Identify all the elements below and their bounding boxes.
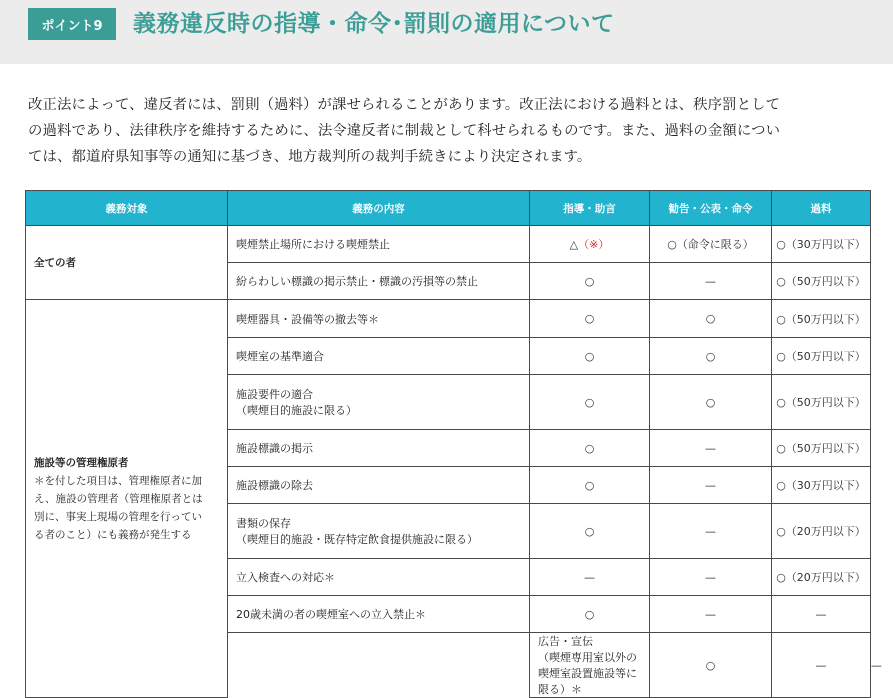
- row-order: —: [650, 504, 772, 559]
- row-order: —: [772, 633, 871, 698]
- header-order: 勧告・公表・命令: [650, 191, 772, 226]
- row-order: —: [650, 263, 772, 300]
- subject-continued: [228, 633, 530, 698]
- header-fine: 過料: [772, 191, 871, 226]
- row-order: —: [650, 430, 772, 467]
- row-content-main: 書類の保存: [236, 517, 291, 530]
- intro-paragraph: [28, 92, 866, 170]
- subject-all: [26, 226, 228, 300]
- row-content-sub: （喫煙目的施設・既存特定飲食提供施設に限る）: [236, 533, 478, 546]
- row-content: 20歳未満の者の喫煙室への立入禁止＊: [228, 596, 530, 633]
- row-guidance: ○: [530, 467, 650, 504]
- intro-line: の過料であり、法律秩序を維持するために、法令違反者に制裁として科せられるものです。また、過料の金額につい: [28, 123, 781, 139]
- asterisk-note: （※）: [578, 238, 610, 251]
- subject-all-label: 全ての者: [34, 256, 76, 269]
- row-fine: ○（50万円以下）: [772, 300, 871, 338]
- row-fine: ○（20万円以下）: [772, 504, 871, 559]
- table-row: [26, 226, 871, 263]
- row-guidance: ○: [530, 338, 650, 375]
- row-fine: ○（50万円以下）: [772, 338, 871, 375]
- row-fine: —: [772, 596, 871, 633]
- row-content-sub: （喫煙目的施設に限る）: [236, 404, 357, 417]
- row-content: [530, 633, 650, 698]
- table-row: 広告・宣伝 （喫煙専用室以外の喫煙室設置施設等に限る）＊ ○ — —: [26, 633, 871, 698]
- header-subject: 義務対象: [26, 191, 228, 226]
- header-guidance: 指導・助言: [530, 191, 650, 226]
- row-order: ○（命令に限る）: [650, 226, 772, 263]
- row-guidance: ○: [530, 596, 650, 633]
- row-fine: ○（50万円以下）: [772, 263, 871, 300]
- row-guidance: ○: [530, 430, 650, 467]
- row-content: 紛らわしい標識の掲示禁止・標識の汚損等の禁止: [228, 263, 530, 300]
- point-badge: ポイント9: [28, 8, 116, 40]
- row-content: 施設標識の掲示: [228, 430, 530, 467]
- row-guidance: ○: [530, 504, 650, 559]
- row-order: ○: [650, 338, 772, 375]
- row-fine: ○（50万円以下）: [772, 430, 871, 467]
- intro-line: 改正法によって、違反者には、罰則（過料）が課せられることがあります。改正法における過料とは、秩序罰として: [28, 97, 781, 113]
- penalty-table: [25, 190, 882, 698]
- row-order: —: [650, 467, 772, 504]
- row-content-main: 広告・宣伝: [538, 635, 593, 648]
- row-content: 喫煙器具・設備等の撤去等＊: [228, 300, 530, 338]
- row-guidance: —: [530, 559, 650, 596]
- row-order: ○: [650, 375, 772, 430]
- row-content: [228, 504, 530, 559]
- manager-note-line: ＊を付した項目は、管理権原者に加: [34, 474, 202, 487]
- row-order: ○: [650, 300, 772, 338]
- table-row: [26, 300, 871, 338]
- row-guidance: ○: [530, 375, 650, 430]
- table-header-row: [26, 191, 871, 226]
- row-guidance: ○: [530, 300, 650, 338]
- section-header: [0, 0, 893, 64]
- row-content-sub: （喫煙専用室以外の喫煙室設置施設等に限る）＊: [538, 651, 637, 696]
- section-title: 義務違反時の指導・命令･罰則の適用について: [133, 11, 615, 37]
- row-fine: ○（50万円以下）: [772, 375, 871, 430]
- row-guidance: ○: [530, 263, 650, 300]
- row-order: —: [650, 559, 772, 596]
- row-guidance: [530, 226, 650, 263]
- row-fine: ○（30万円以下）: [772, 467, 871, 504]
- row-content: 施設標識の除去: [228, 467, 530, 504]
- row-guidance: ○: [650, 633, 772, 698]
- manager-note-line: え、施設の管理者（管理権原者とは: [34, 492, 203, 505]
- row-order: —: [650, 596, 772, 633]
- manager-note-line: る者のこと）にも義務が発生する: [34, 528, 192, 541]
- row-content: 喫煙室の基準適合: [228, 338, 530, 375]
- row-fine: ○（20万円以下）: [772, 559, 871, 596]
- header-content: 義務の内容: [228, 191, 530, 226]
- row-content: 喫煙禁止場所における喫煙禁止: [228, 226, 530, 263]
- intro-line: ては、都道府県知事等の通知に基づき、地方裁判所の裁判手続きにより決定されます。: [28, 149, 592, 165]
- manager-note-line: 別に、事実上現場の管理を行ってい: [34, 510, 202, 523]
- triangle-mark: △: [569, 238, 579, 251]
- row-content: [228, 375, 530, 430]
- row-content: 立入検査への対応＊: [228, 559, 530, 596]
- row-content-main: 施設要件の適合: [236, 388, 313, 401]
- subject-manager: [26, 300, 228, 698]
- row-fine: ○（30万円以下）: [772, 226, 871, 263]
- subject-manager-label: 施設等の管理権原者: [34, 456, 129, 469]
